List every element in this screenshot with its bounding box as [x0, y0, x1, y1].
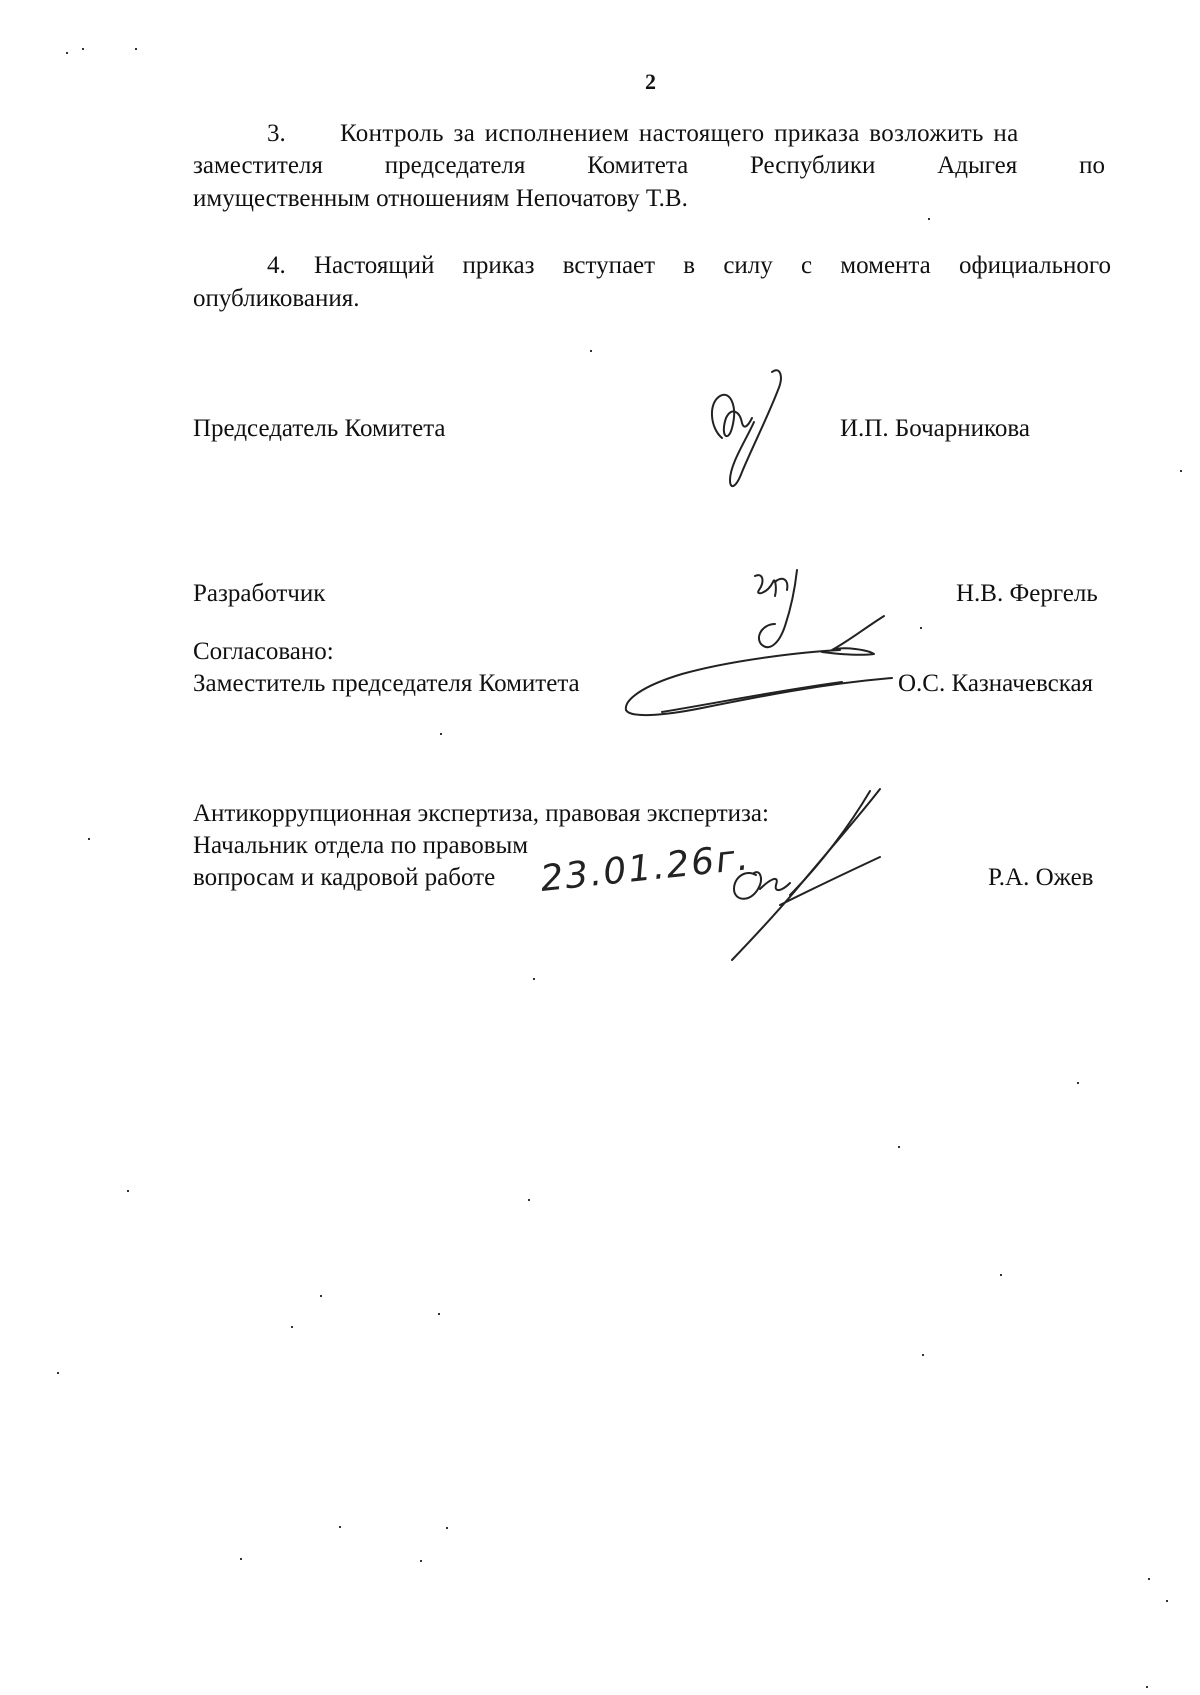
scan-speck: [920, 627, 922, 629]
paragraph-4-line-1: [267, 250, 1111, 282]
word: с: [800, 252, 813, 279]
word: момента: [840, 252, 931, 279]
legal-line-2: Начальник отдела по правовым: [193, 832, 529, 859]
scan-speck: [1148, 1578, 1150, 1580]
scan-speck: [135, 48, 137, 50]
word: заместителя: [193, 152, 323, 179]
developer-name: Н.В. Фергель: [956, 580, 1098, 607]
legal-line-3: вопросам и кадровой работе: [193, 864, 496, 891]
word: в: [683, 252, 696, 279]
word: приказ: [462, 252, 535, 279]
agreed-label: Согласовано:: [193, 638, 334, 665]
scan-speck: [88, 838, 90, 840]
agreed-handwritten-signature: [622, 612, 892, 722]
chairman-title: Председатель Комитета: [193, 415, 446, 442]
scan-speck: [1077, 1082, 1079, 1084]
scan-speck: [922, 1354, 924, 1356]
legal-name: Р.А. Ожев: [988, 864, 1094, 891]
scan-speck: [66, 52, 68, 54]
scan-speck: [928, 218, 930, 220]
scan-speck: [446, 1527, 448, 1529]
chairman-name: И.П. Бочарникова: [840, 415, 1030, 442]
scan-speck: [440, 733, 442, 735]
page-number: 2: [645, 69, 656, 94]
legal-line-1: Антикоррупционная экспертиза, правовая экспертиза:: [193, 800, 769, 827]
legal-handwritten-date: 23.01.26г.: [538, 837, 753, 900]
scan-speck: [1146, 1686, 1148, 1688]
legal-handwritten-signature: [720, 785, 890, 965]
scan-speck: [420, 1560, 422, 1562]
scan-speck: [438, 1313, 440, 1315]
word: Настоящий: [313, 252, 435, 279]
agreed-name: О.С. Казначевская: [898, 670, 1094, 697]
scan-speck: [1000, 1274, 1002, 1276]
word: официального: [958, 252, 1111, 279]
word: вступает: [562, 252, 656, 279]
word: Республики: [749, 152, 876, 179]
word: силу: [723, 252, 773, 279]
word: Комитета: [587, 152, 689, 179]
paragraph-3-line-3: имущественным отношениям Непочатову Т.В.: [193, 185, 688, 212]
word: по: [1079, 152, 1105, 179]
scan-speck: [127, 1190, 129, 1192]
paragraph-3-line-2: [193, 150, 1105, 182]
scan-speck: [590, 350, 592, 352]
word: 4.: [267, 252, 286, 279]
developer-title: Разработчик: [193, 580, 326, 607]
scan-speck: [57, 1372, 59, 1374]
scan-speck: [240, 1558, 242, 1560]
word: Адыгея: [937, 152, 1018, 179]
word: председателя: [384, 152, 526, 179]
agreed-title: Заместитель председателя Комитета: [193, 670, 580, 697]
chairman-handwritten-signature: [700, 368, 790, 498]
scan-speck: [339, 1526, 341, 1528]
paragraph-3-number: 3.: [267, 120, 286, 147]
paragraph-3-line-1: Контроль за исполнением настоящего приказа возложить на: [340, 120, 1019, 147]
scan-speck: [533, 978, 535, 980]
scan-speck: [1166, 1600, 1168, 1602]
scan-speck: [291, 1326, 293, 1328]
scan-speck: [898, 1146, 900, 1148]
scan-speck: [82, 48, 84, 50]
scan-speck: [528, 1199, 530, 1201]
scan-speck: [320, 1295, 322, 1297]
scan-speck: [1180, 470, 1182, 472]
paragraph-4-line-2: опубликования.: [193, 285, 360, 312]
